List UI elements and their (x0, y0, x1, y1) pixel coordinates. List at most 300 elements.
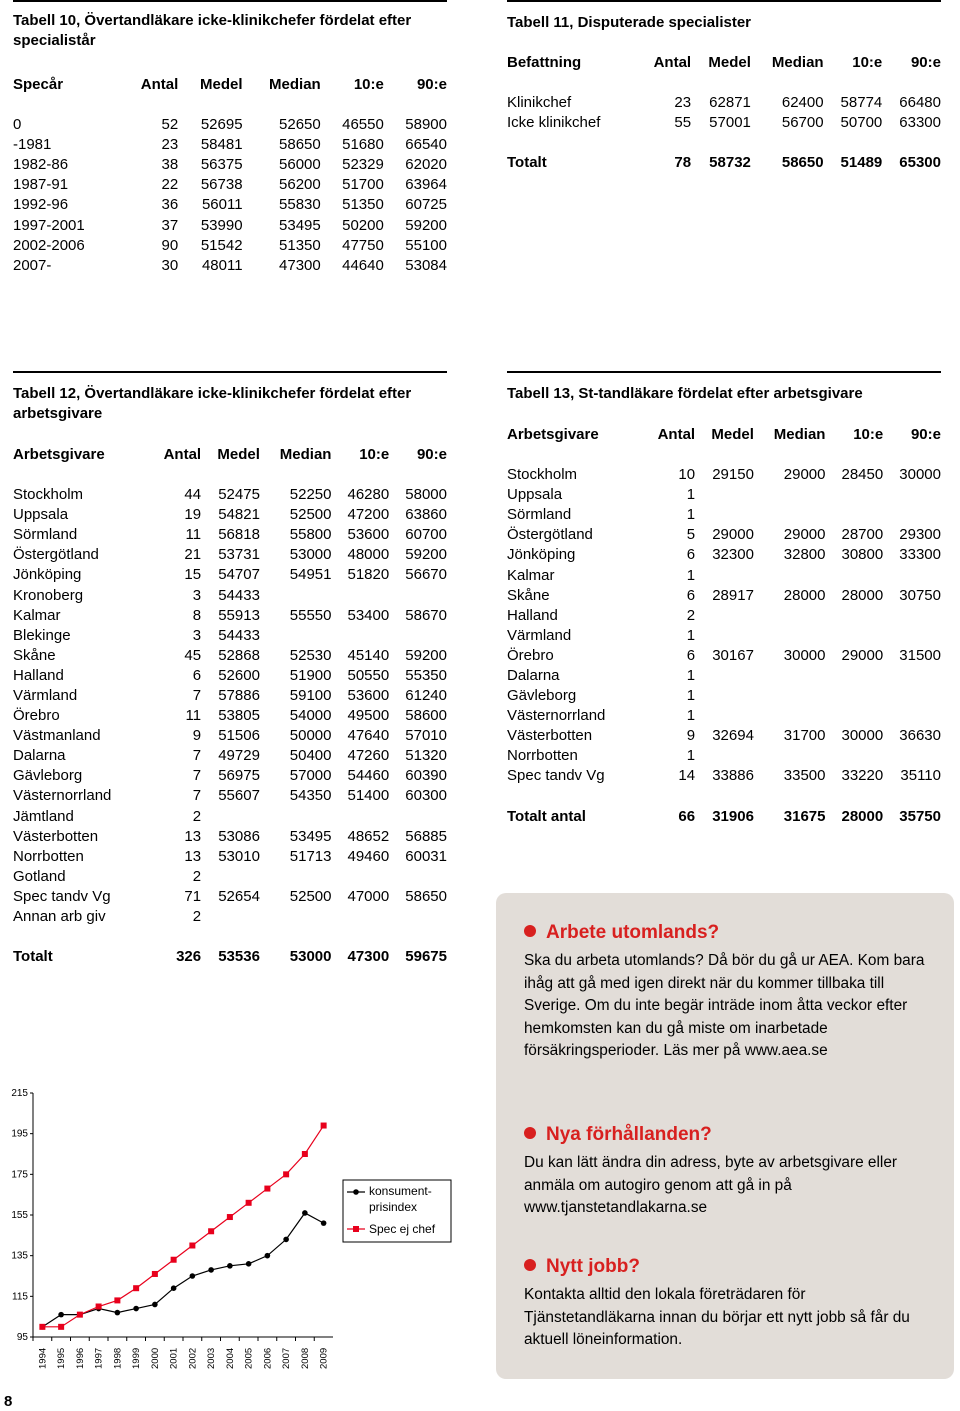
spacer-row (13, 465, 447, 485)
table-cell: 2 (686, 606, 696, 624)
data-point (246, 1261, 252, 1267)
table-cell: 47750 (342, 236, 384, 254)
column-header: Antal (163, 446, 202, 463)
table-cell: 61240 (405, 686, 447, 704)
table-cell: 5 (686, 526, 696, 544)
row-label: 1987-91 (13, 176, 69, 194)
y-tick-label: 135 (11, 1250, 28, 1262)
total-cell: 51489 (840, 154, 883, 172)
table-13 (507, 371, 941, 827)
row-label: Norrbotten (13, 847, 84, 865)
total-cell: 28000 (841, 807, 884, 825)
table-row (13, 666, 447, 686)
table-row (507, 586, 941, 606)
table-cell: 37 (161, 216, 179, 234)
table-cell: 33300 (899, 546, 941, 564)
row-label: Skåne (13, 646, 56, 664)
table-cell: 55550 (289, 606, 332, 624)
table-cell: 54433 (218, 626, 260, 644)
table-cell: 53600 (347, 686, 390, 704)
x-tick-label: 2006 (262, 1347, 274, 1369)
table-cell (754, 505, 826, 525)
data-point (302, 1151, 308, 1157)
x-tick-label: 2002 (187, 1347, 199, 1369)
info-heading-changes: Nya förhållanden? (546, 1124, 712, 1145)
table-cell: 30000 (841, 727, 884, 745)
column-header: Befattning (507, 54, 582, 71)
row-label: 2007- (13, 256, 52, 274)
table-cell: 52 (161, 116, 179, 134)
bullet-icon (524, 1259, 536, 1271)
table-cell: 50200 (342, 216, 384, 234)
data-point (283, 1171, 289, 1177)
x-tick-label: 2000 (149, 1347, 161, 1369)
table-cell: 58650 (279, 136, 321, 154)
row-label: Västmanland (13, 727, 101, 745)
table-row (507, 706, 941, 726)
table-10 (13, 0, 447, 276)
table-cell: 54000 (289, 707, 332, 725)
data-point (171, 1257, 177, 1263)
table-cell: 66540 (405, 136, 447, 154)
table-cell: 57000 (289, 767, 332, 785)
table-cell: 28000 (841, 586, 884, 604)
table-cell: 51350 (279, 236, 321, 254)
total-cell: 58650 (781, 154, 824, 172)
table-row (13, 827, 447, 847)
table-cell: 56375 (200, 156, 243, 174)
table-cell (695, 485, 754, 505)
table-row (13, 505, 447, 525)
info-heading-abroad: Arbete utomlands? (546, 922, 720, 943)
info-section-changes (524, 1123, 934, 1220)
spacer-row (13, 927, 447, 947)
table-cell: 29000 (841, 646, 884, 664)
table-cell: 28000 (783, 586, 826, 604)
table-row (507, 545, 941, 565)
table-cell: 53600 (347, 526, 390, 544)
table-cell: 62871 (709, 94, 751, 112)
table-cell: 45140 (347, 646, 390, 664)
table-row (507, 626, 941, 646)
total-row (507, 153, 941, 173)
table-cell: 33886 (712, 767, 754, 785)
table-cell: 59200 (405, 546, 447, 564)
table-cell (883, 505, 941, 525)
column-header: Median (279, 446, 332, 463)
table-cell: 56670 (405, 566, 447, 584)
column-header: 10:e (853, 426, 884, 443)
table-cell: 55607 (218, 787, 260, 805)
table-row (507, 666, 941, 686)
table-row (507, 525, 941, 545)
table-cell: 55100 (405, 236, 447, 254)
row-label: 0 (13, 116, 22, 134)
table-cell: 28450 (841, 466, 884, 484)
table-row (13, 115, 447, 135)
table-row (507, 746, 941, 766)
table-cell: 30750 (899, 586, 941, 604)
x-tick-label: 2009 (318, 1347, 330, 1369)
table-cell: 31500 (899, 646, 941, 664)
table-cell: 62020 (405, 156, 447, 174)
table-cell: 48000 (347, 546, 390, 564)
table-cell: 52654 (218, 887, 260, 905)
table-header-row (13, 75, 447, 95)
total-cell: 66 (678, 807, 696, 825)
table-cell: 53495 (289, 827, 332, 845)
row-label: Spec tandv Vg (13, 887, 111, 905)
table-cell (331, 807, 389, 827)
x-tick-label: 2004 (224, 1347, 236, 1369)
data-point (246, 1200, 252, 1206)
table-cell: 58774 (840, 94, 883, 112)
table-cell: 57010 (405, 727, 447, 745)
page-number: 8 (4, 1393, 13, 1410)
column-header: Medel (711, 426, 754, 443)
total-cell: 78 (674, 154, 692, 172)
table-cell (201, 807, 260, 827)
row-label: Västerbotten (13, 827, 99, 845)
table-cell: 29000 (712, 526, 754, 544)
table-cell: 2 (192, 807, 202, 825)
info-body-changes: Du kan lätt ändra din adress, byte av arbetsgivare eller anmäla om autogiro genom att gå in på www.tjanstetandlakarna.se (524, 1154, 897, 1216)
table-cell: 71 (184, 887, 202, 905)
table-cell (389, 907, 447, 927)
info-body-newjob: Kontakta alltid den lokala företrädaren för Tjänstetandläkarna innan du börjar ett nytt jobb så får du aktuell löneinformation. (524, 1286, 910, 1348)
column-header: Median (269, 76, 321, 93)
table-cell: 47200 (347, 506, 390, 524)
column-header: 90:e (910, 54, 941, 71)
data-point (265, 1253, 271, 1259)
total-cell: 59675 (405, 948, 447, 966)
table-cell: 51820 (347, 566, 390, 584)
column-header: 90:e (416, 76, 447, 93)
row-label: Värmland (13, 686, 78, 704)
column-header: 90:e (416, 446, 447, 463)
table-cell: 51700 (342, 176, 384, 194)
table-10-title: Tabell 10, Övertandläkare icke-klinikchefer fördelat efter specialistår (13, 12, 412, 49)
table-cell: 51542 (200, 236, 243, 254)
table-cell: 56000 (279, 156, 321, 174)
table-cell: 54350 (289, 787, 332, 805)
table-cell: 1 (686, 506, 696, 524)
table-cell: 54460 (347, 767, 390, 785)
total-cell: 47300 (347, 948, 390, 966)
x-tick-label: 2001 (168, 1347, 180, 1369)
table-cell (883, 485, 941, 505)
spacer-row (507, 445, 941, 465)
table-cell: 60031 (405, 847, 447, 865)
table-cell: 53086 (218, 827, 260, 845)
table-row (507, 565, 941, 585)
data-point (321, 1220, 327, 1226)
table-row (13, 175, 447, 195)
table-cell: 55830 (279, 196, 321, 214)
table-cell: 57001 (709, 114, 751, 132)
table-cell: 29000 (783, 526, 826, 544)
row-label: Annan arb giv (13, 908, 106, 926)
table-cell (260, 807, 332, 827)
table-cell: 54433 (218, 586, 260, 604)
x-tick-label: 2008 (299, 1347, 311, 1369)
bullet-icon (524, 925, 536, 937)
table-row (507, 686, 941, 706)
table-row (13, 766, 447, 786)
row-label: Värmland (507, 626, 572, 644)
column-header: 10:e (359, 446, 390, 463)
table-row (13, 155, 447, 175)
row-label: Jönköping (13, 566, 82, 584)
table-11-title: Tabell 11, Disputerade specialister (507, 14, 751, 31)
x-tick-label: 1999 (131, 1347, 143, 1369)
table-cell (825, 686, 883, 706)
data-point (171, 1285, 177, 1291)
table-row (13, 847, 447, 867)
table-cell (260, 867, 332, 887)
table-cell: 51680 (342, 136, 384, 154)
table-cell: 52329 (342, 156, 384, 174)
table-cell (825, 666, 883, 686)
row-label: -1981 (13, 136, 52, 154)
table-row (507, 485, 941, 505)
table-cell (260, 626, 332, 646)
table-cell: 50400 (289, 747, 332, 765)
table-cell: 56738 (200, 176, 243, 194)
table-cell: 29000 (783, 466, 826, 484)
table-cell: 59200 (405, 216, 447, 234)
table-cell: 3 (192, 626, 202, 644)
table-cell: 36630 (899, 727, 941, 745)
table-cell (883, 565, 941, 585)
table-row (13, 585, 447, 605)
table-cell: 1 (686, 626, 696, 644)
table-cell: 21 (184, 546, 202, 564)
spacer-row (13, 95, 447, 115)
table-cell: 2 (192, 908, 202, 926)
table-cell: 33500 (783, 767, 826, 785)
table-cell: 30167 (712, 646, 754, 664)
table-cell: 59100 (289, 686, 332, 704)
table-cell (331, 867, 389, 887)
data-point (152, 1271, 158, 1277)
table-cell: 60300 (405, 787, 447, 805)
data-point (133, 1285, 139, 1291)
table-cell: 32694 (712, 727, 754, 745)
table-cell (695, 626, 754, 646)
table-cell (825, 706, 883, 726)
table-cell (825, 485, 883, 505)
table-cell: 11 (185, 707, 202, 725)
row-label: Östergötland (507, 526, 593, 544)
table-row (507, 606, 941, 626)
total-label: Totalt antal (507, 807, 586, 825)
table-cell: 13 (184, 847, 202, 865)
table-row (13, 236, 447, 256)
table-cell: 56818 (218, 526, 260, 544)
table-cell: 48011 (201, 256, 243, 274)
total-cell: 58732 (709, 154, 751, 172)
table-cell: 51900 (289, 666, 332, 684)
data-point (189, 1243, 195, 1249)
table-cell: 30 (161, 256, 179, 274)
row-label: Kalmar (13, 606, 61, 624)
spacer-row (507, 133, 941, 153)
table-cell: 56975 (218, 767, 260, 785)
table-cell: 52600 (218, 666, 260, 684)
total-row (507, 807, 941, 827)
data-point (77, 1312, 83, 1318)
column-header: Specår (13, 76, 64, 93)
table-cell: 9 (192, 727, 202, 745)
row-label: Dalarna (13, 747, 66, 765)
table-row (507, 505, 941, 525)
table-cell: 38 (161, 156, 179, 174)
table-cell: 7 (192, 747, 202, 765)
table-cell (754, 746, 826, 766)
table-cell: 58900 (405, 116, 447, 134)
table-cell (695, 666, 754, 686)
table-cell: 6 (192, 666, 202, 684)
table-cell (754, 706, 826, 726)
table-10-grid (13, 75, 447, 276)
x-tick-label: 2003 (206, 1347, 218, 1369)
column-header: Medel (200, 76, 243, 93)
table-12-title: Tabell 12, Övertandläkare icke-klinikchefer fördelat efter arbetsgivare (13, 385, 412, 422)
info-section-abroad (524, 921, 934, 1063)
table-cell: 9 (686, 727, 696, 745)
table-row (507, 766, 941, 786)
table-cell: 7 (192, 787, 202, 805)
table-cell (754, 666, 826, 686)
column-header: Antal (657, 426, 696, 443)
column-header: 10:e (852, 54, 883, 71)
table-cell (883, 686, 941, 706)
table-cell (389, 626, 447, 646)
column-header: Arbetsgivare (13, 446, 105, 463)
table-cell (389, 585, 447, 605)
table-cell (389, 807, 447, 827)
data-point (114, 1297, 120, 1303)
table-cell: 63300 (899, 114, 941, 132)
table-cell: 14 (678, 767, 696, 785)
table-cell (260, 907, 332, 927)
table-row (13, 256, 447, 276)
table-cell (201, 907, 260, 927)
row-label: Uppsala (13, 506, 69, 524)
table-cell: 58600 (405, 707, 447, 725)
legend-label: prisindex (369, 1200, 418, 1214)
row-label: Jämtland (13, 807, 74, 825)
table-cell: 13 (184, 827, 202, 845)
row-label: Blekinge (13, 626, 71, 644)
spacer-row (507, 787, 941, 807)
x-tick-label: 1994 (37, 1347, 49, 1369)
table-cell: 59200 (405, 646, 447, 664)
x-tick-label: 1995 (56, 1347, 68, 1369)
table-cell: 23 (674, 94, 692, 112)
table-cell: 32300 (712, 546, 754, 564)
row-label: Icke klinikchef (507, 114, 601, 132)
table-cell: 90 (161, 236, 179, 254)
table-cell: 52500 (289, 887, 332, 905)
row-label: Jönköping (507, 546, 576, 564)
table-cell: 47640 (347, 727, 390, 745)
index-line-chart (0, 1065, 470, 1370)
data-point (227, 1214, 233, 1220)
row-label: Örebro (507, 646, 554, 664)
table-cell: 29150 (712, 466, 754, 484)
table-11 (507, 0, 941, 173)
row-label: Halland (13, 666, 64, 684)
total-cell: 35750 (899, 807, 941, 825)
total-cell: 53000 (289, 948, 332, 966)
row-label: Spec tandv Vg (507, 767, 605, 785)
legend-label: Spec ej chef (369, 1222, 436, 1236)
table-row (13, 867, 447, 887)
table-cell (883, 706, 941, 726)
row-label: Örebro (13, 707, 60, 725)
row-label: Västernorrland (13, 787, 112, 805)
data-point (133, 1306, 139, 1312)
table-row (13, 907, 447, 927)
row-label: Stockholm (13, 486, 84, 504)
x-tick-label: 1996 (74, 1347, 86, 1369)
table-cell: 66480 (899, 94, 941, 112)
table-row (13, 887, 447, 907)
total-cell: 31906 (712, 807, 754, 825)
table-cell (201, 867, 260, 887)
table-cell: 55800 (289, 526, 332, 544)
table-row (13, 726, 447, 746)
table-header-row (507, 53, 941, 73)
table-row (13, 135, 447, 155)
data-point (39, 1324, 45, 1330)
table-cell: 52695 (200, 116, 243, 134)
table-cell: 52530 (289, 646, 332, 664)
table-cell: 50550 (347, 666, 390, 684)
table-row (507, 465, 941, 485)
table-cell: 32800 (783, 546, 826, 564)
table-row (13, 626, 447, 646)
table-cell: 47260 (347, 747, 390, 765)
y-tick-label: 175 (11, 1169, 28, 1181)
row-label: Östergötland (13, 546, 99, 564)
table-cell (695, 565, 754, 585)
y-tick-label: 195 (11, 1128, 28, 1140)
table-cell (825, 606, 883, 626)
table-cell: 63964 (405, 176, 447, 194)
total-cell: 65300 (899, 154, 941, 172)
info-heading-newjob: Nytt jobb? (546, 1256, 640, 1277)
column-header: Antal (140, 76, 179, 93)
data-point (208, 1267, 214, 1273)
table-cell: 52475 (218, 486, 260, 504)
table-cell: 56885 (405, 827, 447, 845)
table-cell: 57886 (218, 686, 260, 704)
table-cell: 35110 (900, 767, 941, 785)
table-cell (754, 485, 826, 505)
column-header: Medel (708, 54, 751, 71)
table-cell: 47300 (279, 256, 321, 274)
table-cell: 54821 (218, 506, 260, 524)
table-cell: 49729 (218, 747, 260, 765)
table-cell: 48652 (347, 827, 390, 845)
table-cell: 62400 (781, 94, 824, 112)
total-cell: 53536 (218, 948, 260, 966)
table-cell: 53495 (279, 216, 321, 234)
row-label: Kronoberg (13, 586, 84, 604)
